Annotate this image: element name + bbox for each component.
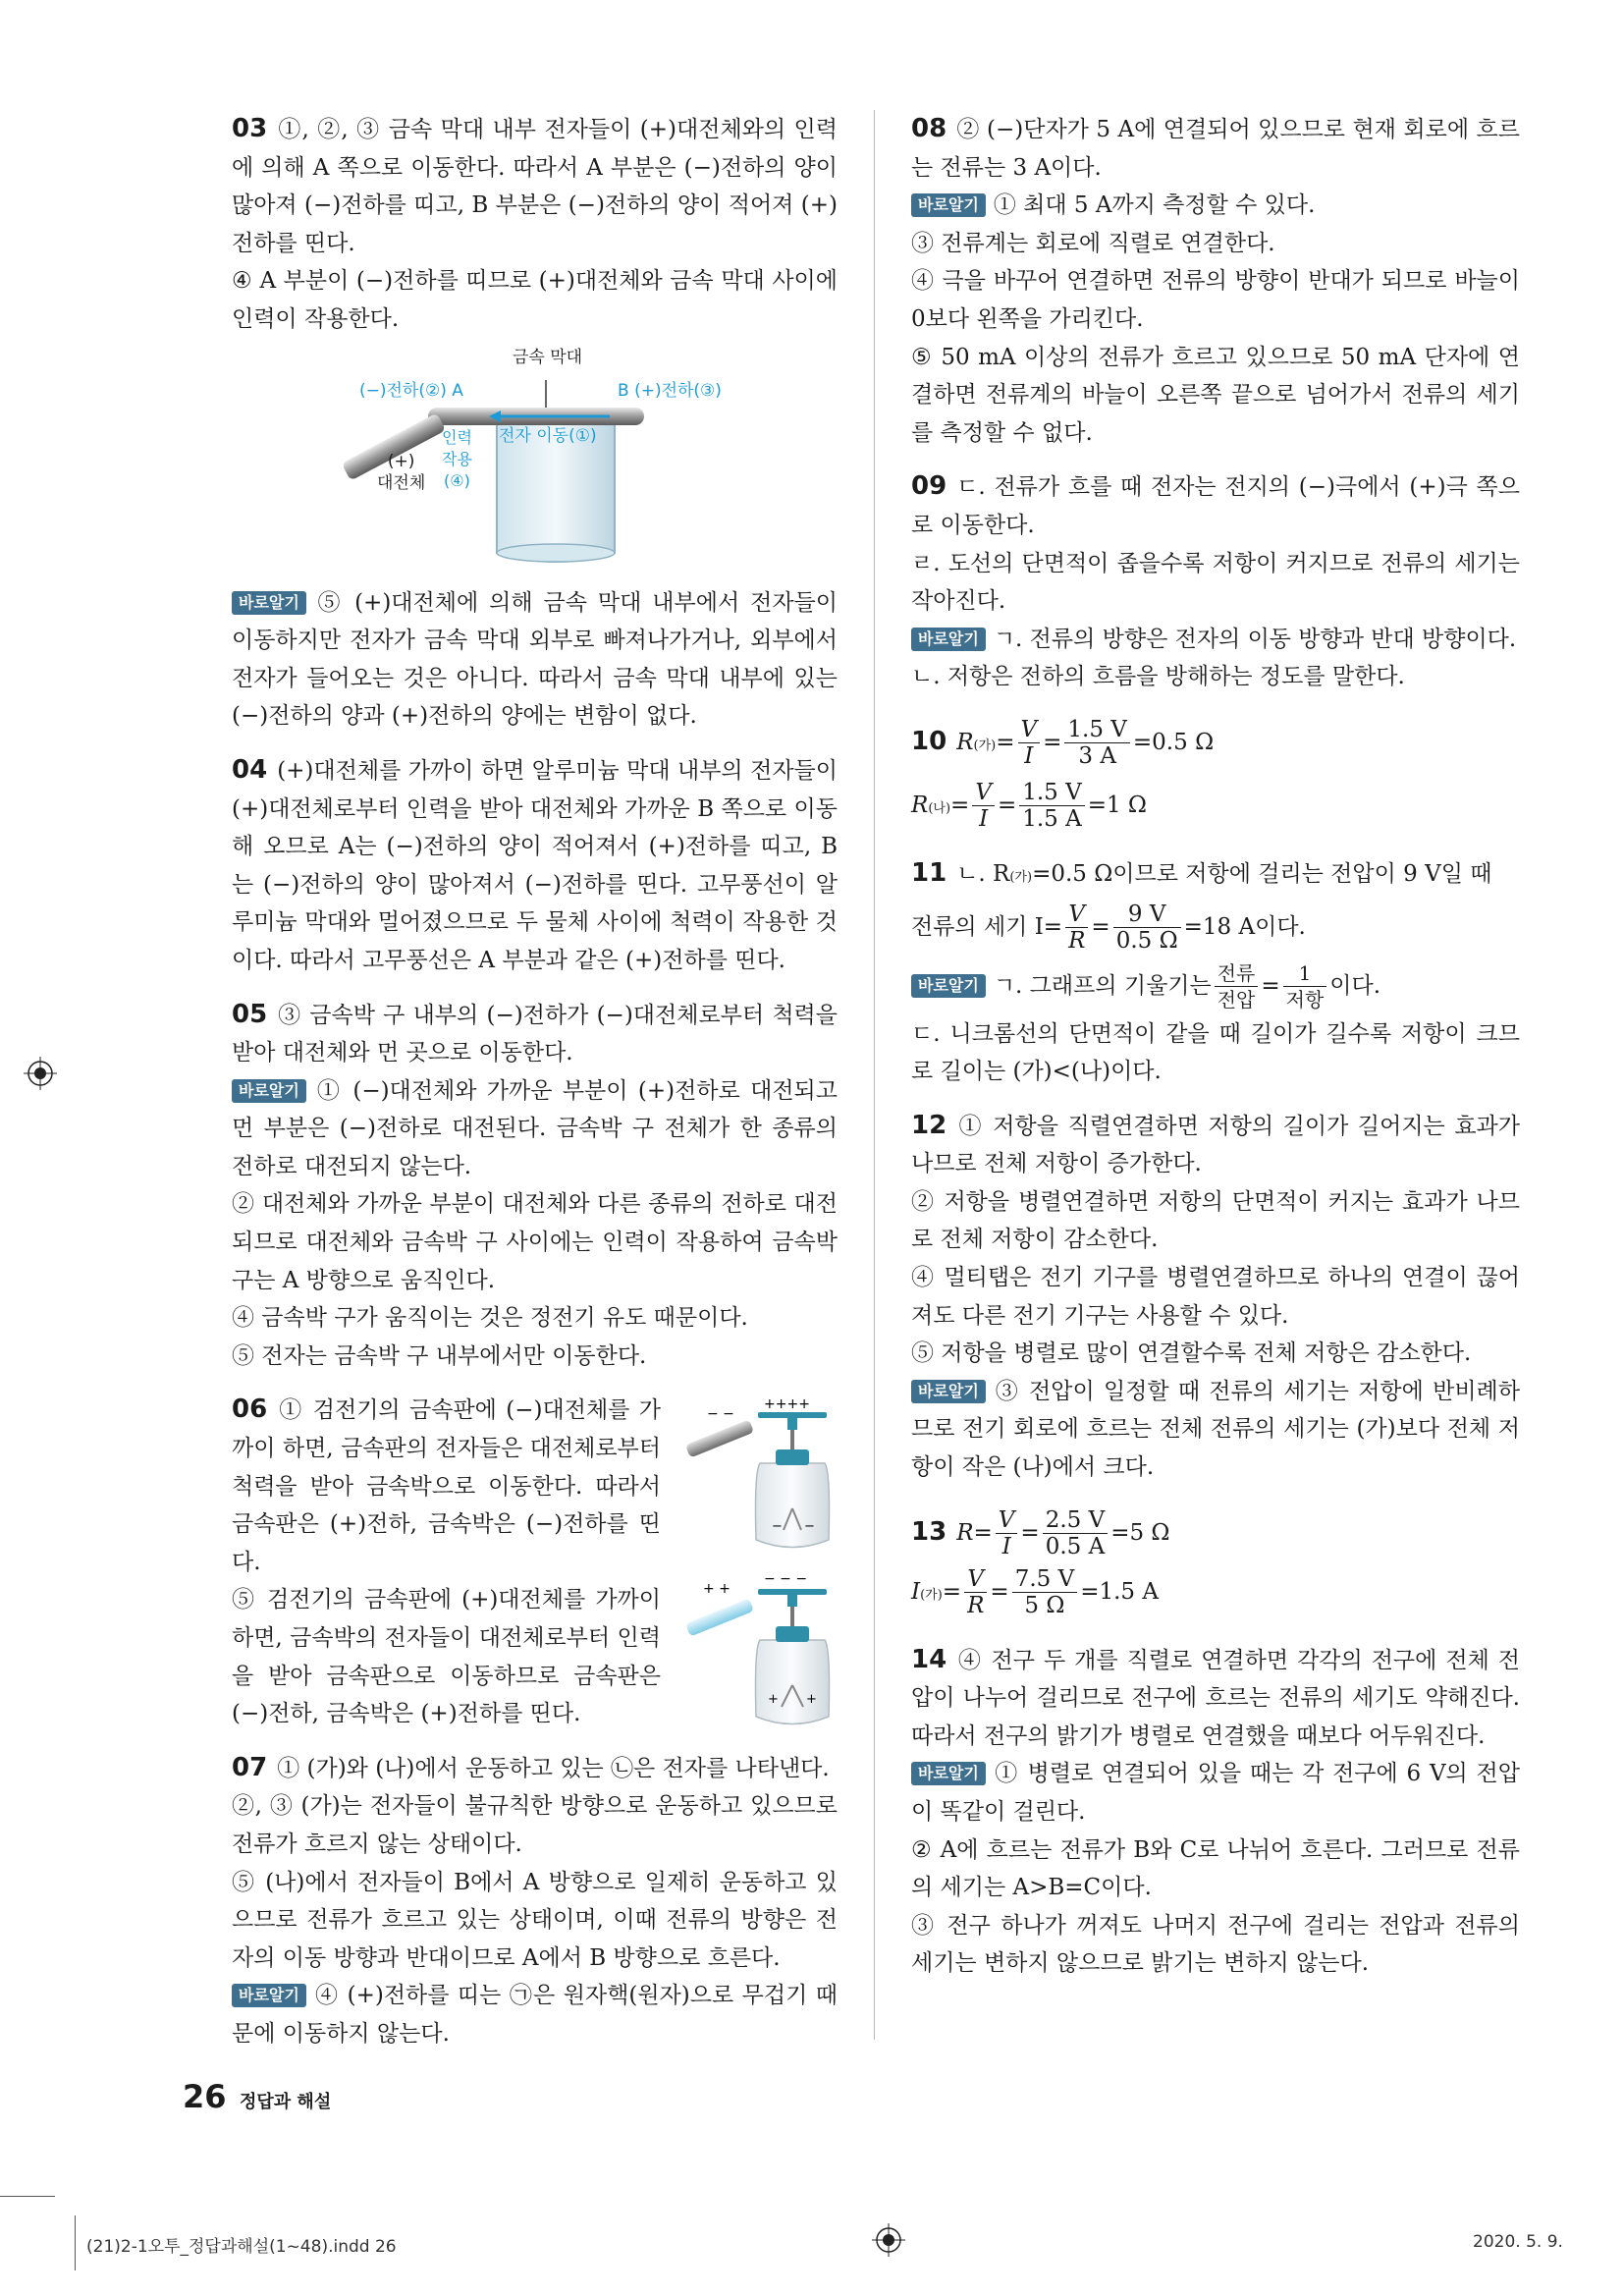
explanation-text: ① 병렬로 연결되어 있을 때는 각 전구에 6 V의 전압이 똑같이 걸린다.: [911, 1761, 1520, 1825]
attraction-line1: 인력: [442, 427, 472, 447]
wrong-tag: 바로알기: [911, 974, 986, 998]
explanation-text: ㄷ. 전류가 흐를 때 전자는 전지의 (−)극에서 (+)극 쪽으로 이동한다.: [911, 474, 1520, 538]
wrong-tag: 바로알기: [232, 1079, 306, 1103]
answer-10: [911, 712, 1520, 839]
numerator: 1.5 V: [1019, 780, 1085, 806]
subscript-ga: (가): [920, 1587, 943, 1603]
attraction-line3: (④): [444, 470, 470, 490]
explanation-text: ① (가)와 (나)에서 운동하고 있는 ㉡은 전자를 나타낸다.: [277, 1755, 830, 1781]
fraction: [1019, 780, 1085, 832]
fraction: [964, 1566, 987, 1618]
answer-04: [232, 751, 838, 980]
explanation-text: =0.5 Ω이므로 저항에 걸리는 전압이 9 V일 때: [1032, 860, 1492, 887]
question-number: 10: [911, 726, 947, 756]
numerator: V: [1065, 902, 1088, 928]
explanation-text: ③ 금속박 구 내부의 (−)전하가 (−)대전체로부터 척력을 받아 대전체와 먼 곳으로 이동한다.: [232, 1002, 838, 1066]
svg-text:−: −: [772, 1519, 783, 1535]
symbol-i: I: [911, 1578, 921, 1605]
rod-label: 금속 막대: [513, 347, 583, 367]
explanation-text: ㄹ. 도선의 단면적이 좁을수록 저항이 커지므로 전류의 세기는 작아진다.: [911, 550, 1520, 615]
denominator: I: [1001, 1534, 1011, 1560]
question-number: 13: [911, 1516, 947, 1547]
denominator: 0.5 Ω: [1115, 928, 1178, 954]
explanation-text: ㄱ. 그래프의 기울기는: [993, 972, 1212, 999]
subscript-ga: (가): [973, 738, 997, 753]
symbol-r: R: [956, 1519, 974, 1546]
metal-rod-figure: [232, 347, 838, 573]
denominator: R: [967, 1593, 985, 1619]
fraction: [1064, 717, 1130, 769]
question-number: 03: [232, 114, 268, 143]
answer-11: 11 ㄴ. R(가)=0.5 Ω이므로 저항에 걸리는 전압이 9 V일 때 전류의 세기 I= $\frac{V}{R}$ = $\frac{9 V}{0.5 \Omega}$ =18 A이다. 바로알기 ㄱ. 그래프의 기울기는 $\frac{\text{전류}}{\text{전압}}$ = $\frac{1}{\text{저항}}$ 이다. ㄷ. 니크롬선의 단면적이 같을 때 길이가 길수록 저항이 크므로 길이는 (가)<(나)이다.: [911, 854, 1520, 1091]
wrong-tag: 바로알기: [911, 628, 986, 651]
numerator: V: [972, 780, 995, 806]
numerator: 전류: [1215, 960, 1259, 987]
charged-body-label: [377, 451, 425, 494]
answer-09: [911, 467, 1520, 696]
result: =5 Ω: [1110, 1519, 1170, 1546]
result: =18 A이다.: [1183, 913, 1306, 940]
question-number: 08: [911, 114, 947, 143]
svg-text:− −: − −: [707, 1406, 734, 1423]
explanation-text: ② A에 흐르는 전류가 B와 C로 나뉘어 흐른다. 그러므로 전류의 세기는 A>B=C이다.: [911, 1836, 1520, 1901]
question-number: 07: [232, 1752, 268, 1782]
result: =1 Ω: [1087, 792, 1148, 818]
attraction-line2: 작용: [442, 449, 472, 468]
registration-mark-icon: [872, 2223, 905, 2257]
explanation-text: ④ A 부분이 (−)전하를 띠므로 (+)대전체와 금속 막대 사이에 인력이 작용한다.: [232, 268, 838, 332]
question-number: 11: [911, 857, 947, 888]
charged-body-name: 대전체: [377, 472, 426, 493]
wrong-tag: 바로알기: [232, 1984, 306, 2007]
svg-text:++++: ++++: [764, 1396, 810, 1413]
crop-mark: [75, 2215, 76, 2270]
crop-mark: [0, 2196, 55, 2197]
svg-text:− − −: − − −: [764, 1571, 808, 1588]
explanation-text: ②, ③ (가)는 전자들이 불규칙한 방향으로 운동하고 있으므로 전류가 흐르지 않는 상태이다.: [232, 1793, 838, 1857]
answer-14: [911, 1641, 1520, 1983]
fraction: [1283, 960, 1327, 1012]
question-number: 05: [232, 999, 268, 1029]
numerator: 9 V: [1113, 902, 1181, 928]
subscript-ga: (가): [1009, 869, 1033, 885]
explanation-text: ① 저항을 직렬연결하면 저항의 길이가 길어지는 효과가 나므로 전체 저항이 증가한다.: [911, 1113, 1520, 1177]
fraction: [1043, 1507, 1109, 1559]
question-number: 06: [232, 1394, 268, 1425]
electroscope-negative: [685, 1396, 830, 1548]
equation-resistance: 13 R= $\frac{V}{I}$ = $\frac{2.5 V}{0.5 A}$ =5 Ω: [911, 1507, 1170, 1560]
explanation-text: ② (−)단자가 5 A에 연결되어 있으므로 현재 회로에 흐르는 전류는 3 A이다.: [911, 117, 1520, 181]
charged-body-sign: (+): [387, 451, 415, 471]
answer-03: [232, 110, 838, 736]
page-number: 26: [183, 2078, 227, 2115]
fraction: [972, 780, 995, 832]
left-column: [232, 110, 838, 2053]
numerator: 1: [1283, 960, 1327, 987]
explanation-text: 이다.: [1329, 972, 1381, 999]
explanation-text: ③ 전구 하나가 꺼져도 나머지 전구에 걸리는 전압과 전류의 세기는 변하지 않으므로 밝기는 변하지 않는다.: [911, 1912, 1520, 1977]
explanation-text: ㄱ. 전류의 방향은 전자의 이동 방향과 반대 방향이다.: [993, 626, 1517, 652]
question-number: 04: [232, 754, 268, 785]
numerator: V: [1018, 717, 1041, 743]
question-number: 09: [911, 471, 947, 502]
explanation-text: ㄷ. 니크롬선의 단면적이 같을 때 길이가 길수록 저항이 크므로 길이는 (가)<(나)이다.: [911, 1020, 1520, 1085]
answer-12: [911, 1107, 1520, 1487]
answer-06: [232, 1391, 838, 1732]
explanation-text: 전류의 세기 I=: [911, 913, 1063, 940]
explanation-text: ⑤ 전자는 금속박 구 내부에서만 이동한다.: [232, 1342, 647, 1369]
symbol-r: R: [911, 792, 929, 818]
fraction: [1012, 1566, 1078, 1618]
denominator: 1.5 A: [1022, 806, 1082, 833]
denominator: 3 A: [1078, 743, 1116, 770]
explanation-text: ① 최대 5 A까지 측정할 수 있다.: [993, 192, 1316, 219]
equation-r-na: R(나)= $\frac{V}{I}$ = $\frac{1.5 V}{1.5 A}$ =1 Ω: [911, 780, 1148, 833]
explanation-text: ㄴ. 저항은 전하의 흐름을 방해하는 정도를 말한다.: [911, 664, 1405, 690]
right-column: [911, 110, 1520, 1983]
attraction-label: [442, 427, 472, 492]
answer-13: [911, 1503, 1520, 1625]
explanation-text: ④ 금속박 구가 움직이는 것은 정전기 유도 때문이다.: [232, 1305, 748, 1332]
denominator: R: [1068, 928, 1086, 954]
wrong-tag: 바로알기: [911, 193, 986, 217]
end-a-label: (−)전하(②) A: [359, 380, 463, 401]
numerator: V: [996, 1507, 1018, 1534]
footer-title: 정답과 해설: [240, 2092, 332, 2112]
explanation-text: ④ 극을 바꾸어 연결하면 전류의 방향이 반대가 되므로 바늘이 0보다 왼쪽을 가리킨다.: [911, 268, 1520, 332]
question-number: 14: [911, 1644, 947, 1674]
equation-r-ga: 10 R(가)= $\frac{V}{I}$ = $\frac{1.5 V}{3 A}$ =0.5 Ω: [911, 717, 1215, 770]
numerator: 7.5 V: [1012, 1566, 1078, 1593]
fraction: [1018, 717, 1041, 769]
numerator: 2.5 V: [1043, 1507, 1109, 1534]
denominator: 5 Ω: [1024, 1593, 1065, 1619]
explanation-text: ④ 전구 두 개를 직렬로 연결하면 각각의 전구에 전체 전압이 나누어 걸리므로 전구에 흐르는 전류의 세기도 약해진다. 따라서 전구의 밝기가 병렬로 연결했을 때보다 어두워진다.: [911, 1647, 1520, 1749]
denominator: I: [1024, 743, 1034, 770]
answer-08: [911, 110, 1520, 452]
denominator: 0.5 A: [1045, 1534, 1106, 1560]
explanation-text: ④ 멀티탭은 전기 기구를 병렬연결하므로 하나의 연결이 끊어져도 다른 전기 기구는 사용할 수 있다.: [911, 1265, 1520, 1329]
subscript-na: (나): [928, 800, 951, 816]
denominator: 전압: [1217, 988, 1256, 1011]
answer-05: [232, 996, 838, 1376]
electroscope-positive: [685, 1571, 830, 1724]
wrong-tag: 바로알기: [232, 591, 306, 615]
wrong-tag: 바로알기: [911, 1762, 986, 1785]
symbol-r: R: [956, 729, 974, 755]
electroscope-figure: [685, 1393, 838, 1736]
fraction: [1065, 902, 1088, 954]
explanation-text: ② 대전체와 가까운 부분이 대전체와 다른 종류의 전하로 대전되므로 대전체와 금속박 구 사이에는 인력이 작용하여 금속박 구는 A 방향으로 움직인다.: [232, 1191, 838, 1293]
explanation-text: ⑤ 저항을 병렬로 많이 연결할수록 전체 저항은 감소한다.: [911, 1340, 1472, 1367]
column-divider: [874, 110, 875, 2040]
electron-move-label: 전자 이동(①): [499, 425, 597, 446]
fraction: [1215, 960, 1259, 1012]
svg-text:+: +: [806, 1692, 817, 1708]
explanation-text: ③ 전압이 일정할 때 전류의 세기는 저항에 반비례하므로 전기 회로에 흐르는 전체 전류의 세기는 (가)보다 전체 저항이 작은 (나)에서 크다.: [911, 1378, 1520, 1481]
induction-diagram: [232, 347, 838, 573]
explanation-text: ⑤ (나)에서 전자들이 B에서 A 방향으로 일제히 운동하고 있으므로 전류가 흐르고 있는 상태이며, 이때 전류의 방향은 전자의 이동 방향과 반대이므로 A에서 B 방향으로 흐른다.: [232, 1869, 838, 1971]
explanation-text: (+)대전체를 가까이 하면 알루미늄 막대 내부의 전자들이 (+)대전체로부터 인력을 받아 대전체와 가까운 B 쪽으로 이동해 오므로 A는 (−)전하의 양이 적어져서 (+)전하를 띠고, B는 (−)전하의 양이 많아져서 (−)전하를 띤다. 고무풍선이 알루미늄 막대와 멀어졌으므로 두 물체 사이에 척력이 작용한 것이다. 따라서 고무풍선은 A 부분과 같은 (+)전하를 띤다.: [232, 757, 838, 973]
end-b-label: B (+)전하(③): [618, 380, 722, 401]
fraction: [1113, 902, 1181, 954]
explanation-text: ⑤ 50 mA 이상의 전류가 흐르고 있으므로 50 mA 단자에 연결하면 전류계의 바늘이 오른쪽 끝으로 넘어가서 전류의 세기를 측정할 수 없다.: [911, 344, 1520, 446]
imprint-date: 2020. 5. 9.: [1473, 2232, 1563, 2252]
explanation-text: ⑤ (+)대전체에 의해 금속 막대 내부에서 전자들이 이동하지만 전자가 금속 막대 외부로 빠져나가거나, 외부에서 전자가 들어오는 것은 아니다. 따라서 금속 막대 내부에 있는 (−)전하의 양과 (+)전하의 양에는 변함이 없다.: [232, 589, 838, 730]
explanation-text: ① 검전기의 금속판에 (−)대전체를 가까이 하면, 금속판의 전자들은 대전체로부터 척력을 받아 금속박으로 이동한다. 따라서 금속판은 (+)전하, 금속박은 (−)전하를 띤다.: [232, 1397, 661, 1575]
svg-text:+: +: [768, 1692, 779, 1708]
registration-mark-icon: [24, 1057, 57, 1090]
equation-current: 전류의 세기 I= $\frac{V}{R}$ = $\frac{9 V}{0.5 \Omega}$ =18 A이다.: [911, 902, 1306, 954]
explanation-text: ① (−)대전체와 가까운 부분이 (+)전하로 대전되고 먼 부분은 (−)전하로 대전된다. 금속박 구 전체가 한 종류의 전하로 대전되지 않는다.: [232, 1077, 838, 1179]
explanation-text: ② 저항을 병렬연결하면 저항의 단면적이 커지는 효과가 나므로 전체 저항이 감소한다.: [911, 1188, 1520, 1253]
imprint-filename: (21)2-1오투_정답과해설(1~48).indd 26: [86, 2237, 397, 2257]
denominator: I: [979, 806, 989, 833]
result: =0.5 Ω: [1132, 729, 1215, 755]
numerator: V: [964, 1566, 987, 1593]
explanation-text: ㄴ. R: [956, 860, 1010, 887]
fraction: [996, 1507, 1018, 1559]
result: =1.5 A: [1080, 1578, 1159, 1605]
question-number: 12: [911, 1110, 947, 1140]
explanation-text: ①, ②, ③ 금속 막대 내부 전자들이 (+)대전체와의 인력에 의해 A 쪽으로 이동한다. 따라서 A 부분은 (−)전하의 양이 많아져 (−)전하를 띠고, B 부분은 (−)전하의 양이 적어져 (+)전하를 띤다.: [232, 117, 838, 256]
denominator: 저항: [1285, 988, 1325, 1011]
numerator: 1.5 V: [1064, 717, 1130, 743]
svg-text:+ +: + +: [703, 1581, 730, 1598]
svg-text:−: −: [804, 1519, 815, 1535]
wrong-tag: 바로알기: [911, 1380, 986, 1403]
explanation-text: ④ (+)전하를 띠는 ㉠은 원자핵(원자)으로 무겁기 때문에 이동하지 않는다.: [232, 1983, 838, 2047]
explanation-text: ⑤ 검전기의 금속판에 (+)대전체를 가까이 하면, 금속박의 전자들이 대전체로부터 인력을 받아 금속판으로 이동하므로 금속판은 (−)전하, 금속박은 (+)전하를 띤다.: [232, 1587, 661, 1727]
explanation-text: ③ 전류계는 회로에 직렬로 연결한다.: [911, 230, 1275, 256]
equation-current-ga: I(가)= $\frac{V}{R}$ = $\frac{7.5 V}{5 \Omega}$ =1.5 A: [911, 1566, 1159, 1619]
answer-07: [232, 1749, 838, 2053]
